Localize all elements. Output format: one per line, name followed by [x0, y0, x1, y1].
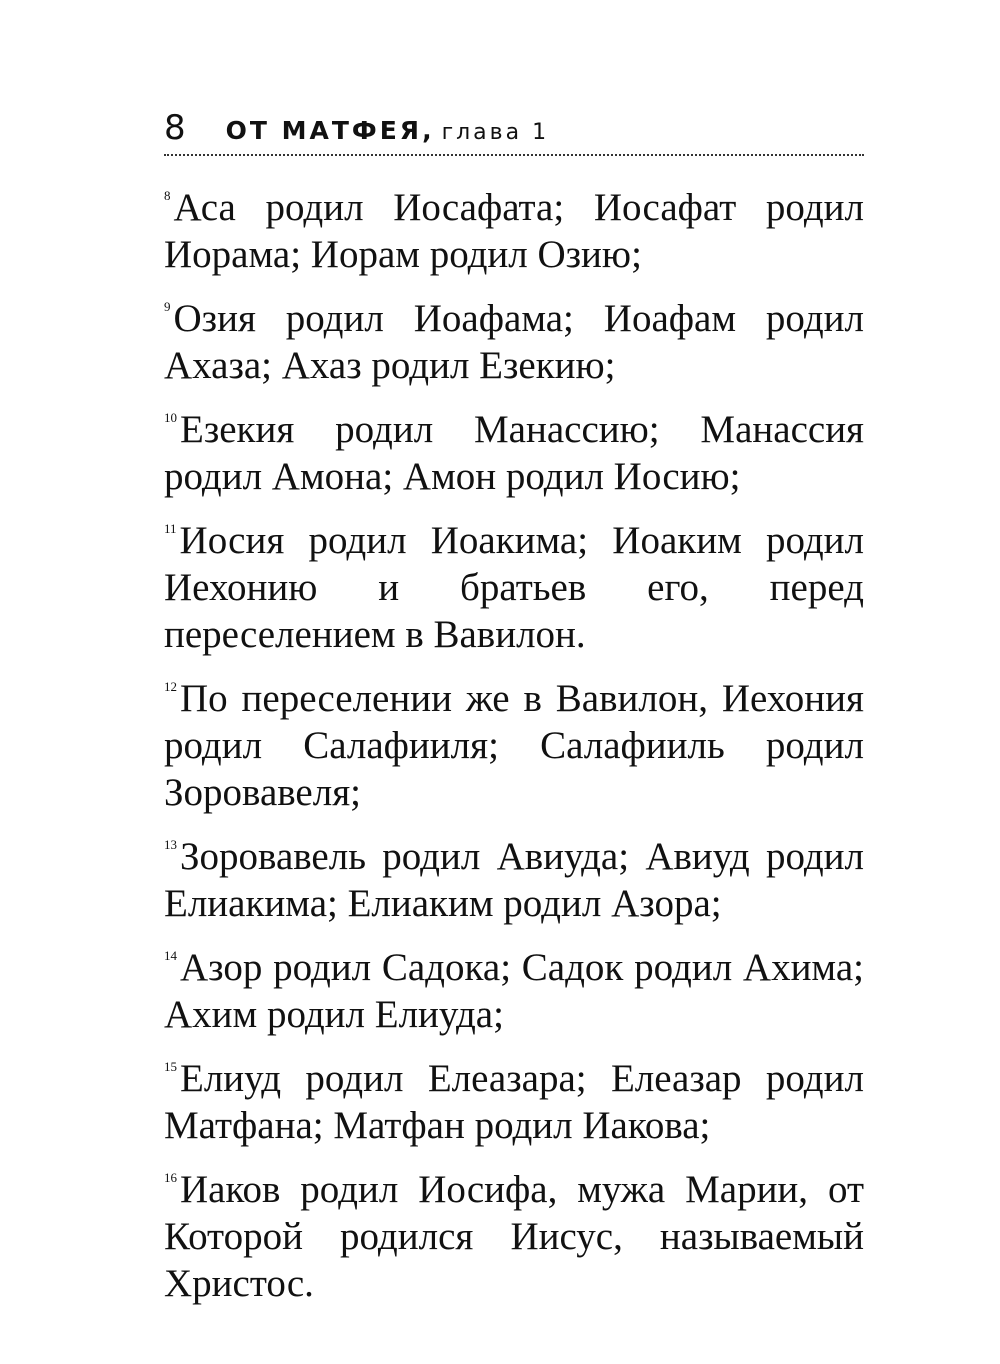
book-title: ОТ МАТФЕЯ	[225, 116, 423, 145]
verse-text: Аса родил Иосафата; Иосафат родил Иорама; Иорам родил Озию;	[164, 186, 864, 276]
chapter-label: глава 1	[441, 120, 550, 145]
verse-text: Елиуд родил Елеазара; Елеазар родил Матфана; Матфан родил Иакова;	[164, 1057, 864, 1147]
verse-number: 11	[164, 521, 177, 536]
verse-text: Зоровавель родил Авиуда; Авиуд родил Елиакима; Елиаким родил Азора;	[164, 835, 864, 925]
verse-number: 16	[164, 1170, 177, 1185]
verse-8	[164, 184, 864, 278]
verse-number: 13	[164, 837, 177, 852]
verse-number: 12	[164, 679, 177, 694]
dotted-divider	[164, 154, 864, 156]
verse-12	[164, 675, 864, 816]
running-header	[164, 108, 864, 150]
verse-text: По переселении же в Вавилон, Иехония родил Салафииля; Салафииль родил Зоровавеля;	[164, 677, 864, 814]
page-number: 8	[164, 108, 186, 148]
verse-number: 15	[164, 1059, 177, 1074]
verse-10	[164, 406, 864, 500]
verse-13	[164, 833, 864, 927]
verse-text: Азор родил Садока; Садок родил Ахима; Ахим родил Елиуда;	[164, 946, 864, 1036]
verse-number: 10	[164, 410, 177, 425]
verse-15	[164, 1055, 864, 1149]
verse-14	[164, 944, 864, 1038]
verse-text: Озия родил Иоафама; Иоафам родил Ахаза; Ахаз родил Езекию;	[164, 297, 864, 387]
verse-9	[164, 295, 864, 389]
book-page	[164, 108, 864, 1324]
verse-text: Иосия родил Иоакима; Иоаким родил Иехонию и братьев его, перед переселением в Вавилон.	[164, 519, 864, 656]
verse-11	[164, 517, 864, 658]
header-comma: ,	[422, 116, 432, 145]
verse-16	[164, 1166, 864, 1307]
verse-number: 14	[164, 948, 177, 963]
verse-text: Иаков родил Иосифа, мужа Марии, от Которой родился Иисус, называемый Христос.	[164, 1168, 864, 1305]
verse-text: Езекия родил Манассию; Манассия родил Амона; Амон родил Иосию;	[164, 408, 864, 498]
verse-number: 8	[164, 188, 171, 203]
verse-number: 9	[164, 299, 171, 314]
